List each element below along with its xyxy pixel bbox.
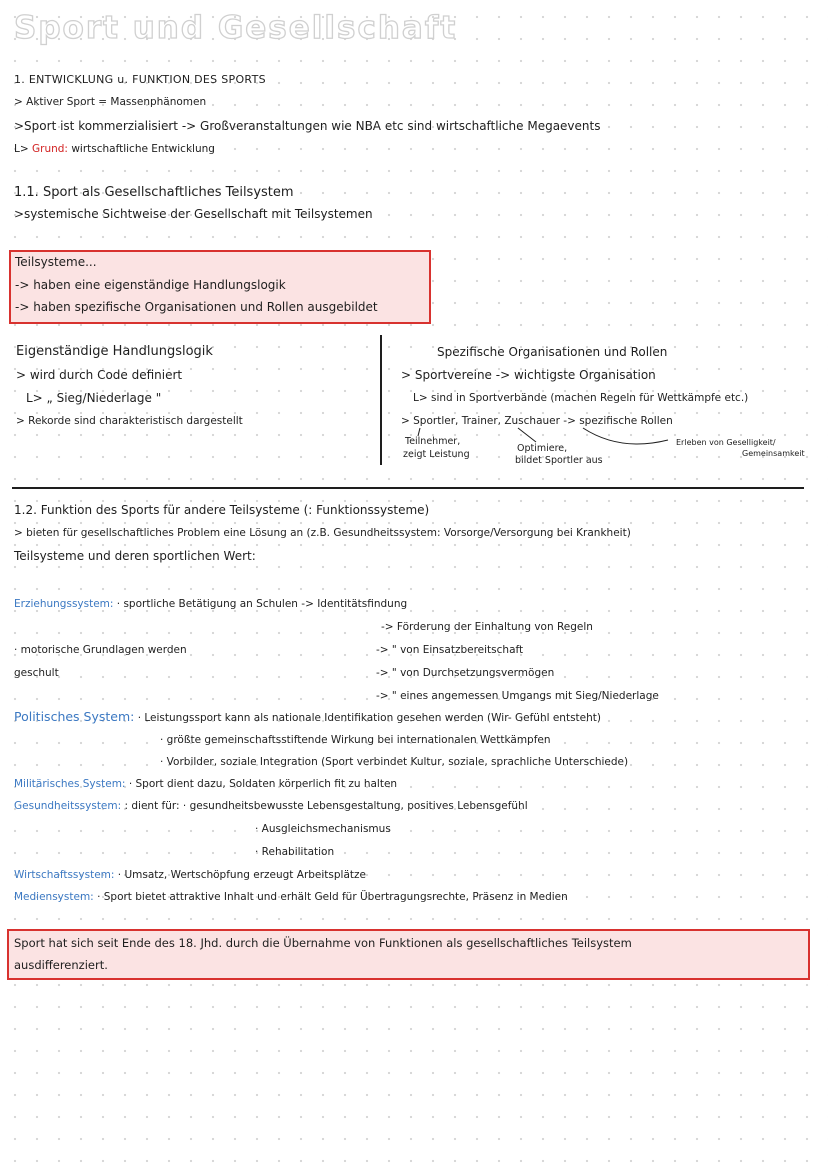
reason-label: Grund: <box>32 143 68 155</box>
s12-line-1: > bieten für gesellschaftliches Problem eine Lösung an (z.B. Gesundheitssystem: Vorsorge/Versorgung bei Krankheit) <box>14 527 631 539</box>
left-col-line-3: > Rekorde sind charakteristisch dargestellt <box>16 415 243 427</box>
system-politik <box>14 709 601 726</box>
right-col-line-3: > Sportler, Trainer, Zuschauer -> spezifische Rollen <box>401 415 673 427</box>
left-col-line-2: L> „ Sieg/Niederlage " <box>26 391 162 405</box>
note-teilnehmer-1: Teilnehmer, <box>405 436 461 447</box>
erziehung-result-3: -> " von Durchsetzungsvermögen <box>376 667 555 679</box>
left-col-heading: Eigenständige Handlungslogik <box>16 344 213 359</box>
politik-text-1: · Leistungssport kann als nationale Identifikation gesehen werden (Wir- Gefühl entsteht) <box>137 712 601 724</box>
arrow-teilnehmer <box>418 428 420 436</box>
erziehung-result-1: -> Förderung der Einhaltung von Regeln <box>381 621 593 633</box>
note-zuschauer-1: Erleben von Geselligkeit/ <box>676 438 776 447</box>
reason-text: wirtschaftliche Entwicklung <box>71 143 215 155</box>
medien-text: · Sport bietet attraktive Inhalt und erhält Geld für Übertragungsrechte, Präsenz in Medien <box>97 891 568 903</box>
politik-text-2: · größte gemeinschaftsstiftende Wirkung bei internationalen Wettkämpfen <box>160 734 551 746</box>
right-col-line-2: L> sind in Sportverbände (machen Regeln für Wettkämpfe etc.) <box>413 392 749 404</box>
box1-line-1: Teilsysteme... <box>15 255 97 269</box>
gesundheit-label: Gesundheitssystem: <box>14 800 122 812</box>
right-col-line-1: > Sportvereine -> wichtigste Organisation <box>401 368 656 382</box>
note-zuschauer-2: Gemeinsamkeit <box>742 449 805 458</box>
gesundheit-text-3: · Rehabilitation <box>255 846 335 858</box>
system-militaer <box>14 776 397 792</box>
section-1-1-heading: 1.1. Sport als Gesellschaftliches Teilsystem <box>14 185 294 200</box>
erziehung-text: · sportliche Betätigung an Schulen -> Identitätsfindung <box>116 598 408 610</box>
section-1-heading: 1. ENTWICKLUNG u. FUNKTION DES SPORTS <box>14 73 266 86</box>
arrow-zuschauer <box>583 428 668 444</box>
gesundheit-text: : dient für: · gesundheitsbewusste Lebensgestaltung, positives Lebensgefühl <box>124 800 528 812</box>
s1-line-2: >Sport ist kommerzialisiert -> Großveranstaltungen wie NBA etc sind wirtschaftliche Megaevents <box>14 119 601 133</box>
politik-text-3: · Vorbilder, soziale Integration (Sport verbindet Kultur, soziale, sprachliche Unterschiede) <box>160 756 629 768</box>
note-teilnehmer-2: zeigt Leistung <box>403 449 470 460</box>
right-col-heading: Spezifische Organisationen und Rollen <box>437 345 668 359</box>
system-medien <box>14 889 568 905</box>
erziehung-left-2: geschult <box>14 667 59 679</box>
erziehung-result-4: -> " eines angemessen Umgangs mit Sieg/Niederlage <box>376 690 659 702</box>
arrow-trainer <box>518 428 536 442</box>
system-wirtschaft <box>14 867 366 883</box>
politik-label: Politisches System: <box>14 709 135 724</box>
s12-line-2: Teilsysteme und deren sportlichen Wert: <box>14 549 256 563</box>
section-1-2-heading: 1.2. Funktion des Sports für andere Teilsysteme (: Funktionssysteme) <box>14 503 430 517</box>
system-erziehung <box>14 596 407 612</box>
arrow-prefix: L> <box>14 143 29 155</box>
box1-line-2: -> haben eine eigenständige Handlungslogik <box>15 278 286 292</box>
erziehung-left-1: · motorische Grundlagen werden <box>14 644 187 656</box>
summary-line-1: Sport hat sich seit Ende des 18. Jhd. durch die Übernahme von Funktionen als gesellschaftliches Teilsystem <box>14 936 632 950</box>
erziehung-label: Erziehungssystem: <box>14 598 114 610</box>
s11-line-1: >systemische Sichtweise der Gesellschaft mit Teilsystemen <box>14 207 373 221</box>
militaer-label: Militärisches System: <box>14 778 126 790</box>
wirtschaft-text: · Umsatz, Wertschöpfung erzeugt Arbeitsplätze <box>117 869 366 881</box>
s1-line-1: > Aktiver Sport = Massenphänomen <box>14 96 207 108</box>
box1-line-3: -> haben spezifische Organisationen und Rollen ausgebildet <box>15 300 378 314</box>
section-divider <box>12 487 804 489</box>
note-trainer-1: Optimiere, <box>517 443 568 454</box>
left-col-line-1: > wird durch Code definiert <box>16 368 183 382</box>
wirtschaft-label: Wirtschaftssystem: <box>14 869 115 881</box>
medien-label: Mediensystem: <box>14 891 94 903</box>
gesundheit-text-2: · Ausgleichsmechanismus <box>255 823 391 835</box>
note-trainer-2: bildet Sportler aus <box>515 455 603 466</box>
erziehung-result-2: -> " von Einsatzbereitschaft <box>376 644 524 656</box>
summary-line-2: ausdifferenziert. <box>14 958 108 972</box>
system-gesundheit <box>14 798 528 814</box>
page-title: Sport und Gesellschaft <box>14 10 458 46</box>
militaer-text: · Sport dient dazu, Soldaten körperlich fit zu halten <box>128 778 398 790</box>
